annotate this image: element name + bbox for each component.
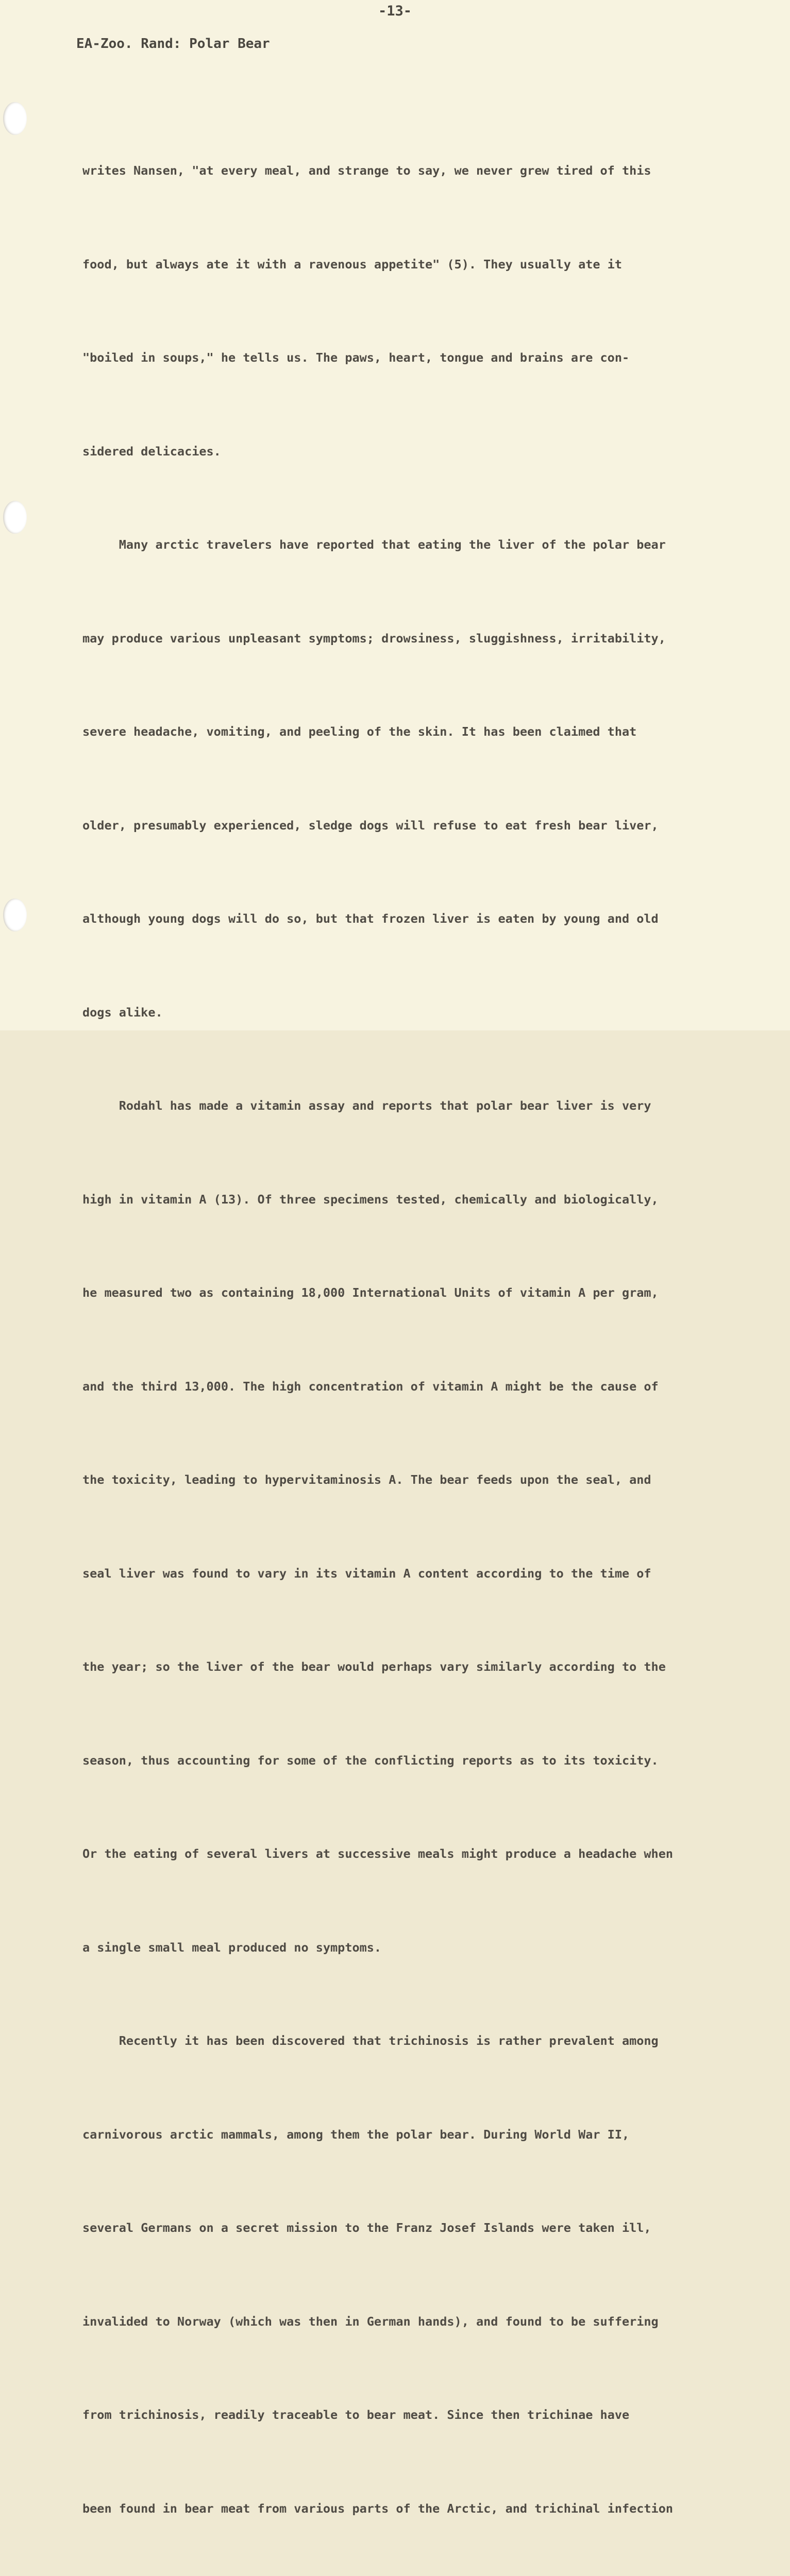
binder-hole [3, 501, 27, 534]
binder-hole [3, 899, 27, 931]
binder-hole [3, 102, 27, 135]
text-line: he measured two as containing 18,000 International Units of vitamin A per gram, [82, 1285, 659, 1300]
text-line: Rodahl has made a vitamin assay and reports that polar bear liver is very [82, 1098, 651, 1113]
text-line: season, thus accounting for some of the conflicting reports as to its toxicity. [82, 1753, 659, 1768]
text-line: a single small meal produced no symptoms. [82, 1940, 382, 1955]
text-line: the toxicity, leading to hypervitaminosis A. The bear feeds upon the seal, and [82, 1472, 651, 1487]
text-line: although young dogs will do so, but that frozen liver is eaten by young and old [82, 911, 659, 926]
text-line: may produce various unpleasant symptoms; drowsiness, sluggishness, irritability, [82, 631, 666, 646]
text-line: carnivorous arctic mammals, among them the polar bear. During World War II, [82, 2127, 630, 2142]
text-line: sidered delicacies. [82, 444, 221, 459]
text-line: dogs alike. [82, 1005, 163, 1020]
text-line: Recently it has been discovered that trichinosis is rather prevalent among [82, 2033, 659, 2048]
text-line: Or the eating of several livers at successive meals might produce a headache when [82, 1846, 674, 1861]
page-number: -13- [378, 3, 412, 19]
text-line: "boiled in soups," he tells us. The paws, heart, tongue and brains are con- [82, 350, 630, 365]
body-text [82, 93, 721, 2576]
text-line: several Germans on a secret mission to the Franz Josef Islands were taken ill, [82, 2221, 651, 2235]
text-line: been found in bear meat from various parts of the Arctic, and trichinal infection [82, 2501, 674, 2516]
text-line: older, presumably experienced, sledge dogs will refuse to eat fresh bear liver, [82, 818, 659, 833]
text-line: food, but always ate it with a ravenous appetite" (5). They usually ate it [82, 257, 622, 272]
text-line: invalided to Norway (which was then in German hands), and found to be suffering [82, 2314, 659, 2329]
text-line: from trichinosis, readily traceable to bear meat. Since then trichinae have [82, 2408, 630, 2422]
text-line: high in vitamin A (13). Of three specimens tested, chemically and biologically, [82, 1192, 659, 1207]
text-line: the year; so the liver of the bear would perhaps vary similarly according to the [82, 1659, 666, 1674]
text-line: and the third 13,000. The high concentration of vitamin A might be the cause of [82, 1379, 659, 1394]
text-line: Many arctic travelers have reported that eating the liver of the polar bear [82, 537, 666, 552]
text-line: writes Nansen, "at every meal, and strange to say, we never grew tired of this [82, 163, 651, 178]
text-line: severe headache, vomiting, and peeling of the skin. It has been claimed that [82, 724, 637, 739]
text-line: seal liver was found to vary in its vitamin A content according to the time of [82, 1566, 651, 1581]
running-head: EA-Zoo. Rand: Polar Bear [76, 36, 270, 52]
